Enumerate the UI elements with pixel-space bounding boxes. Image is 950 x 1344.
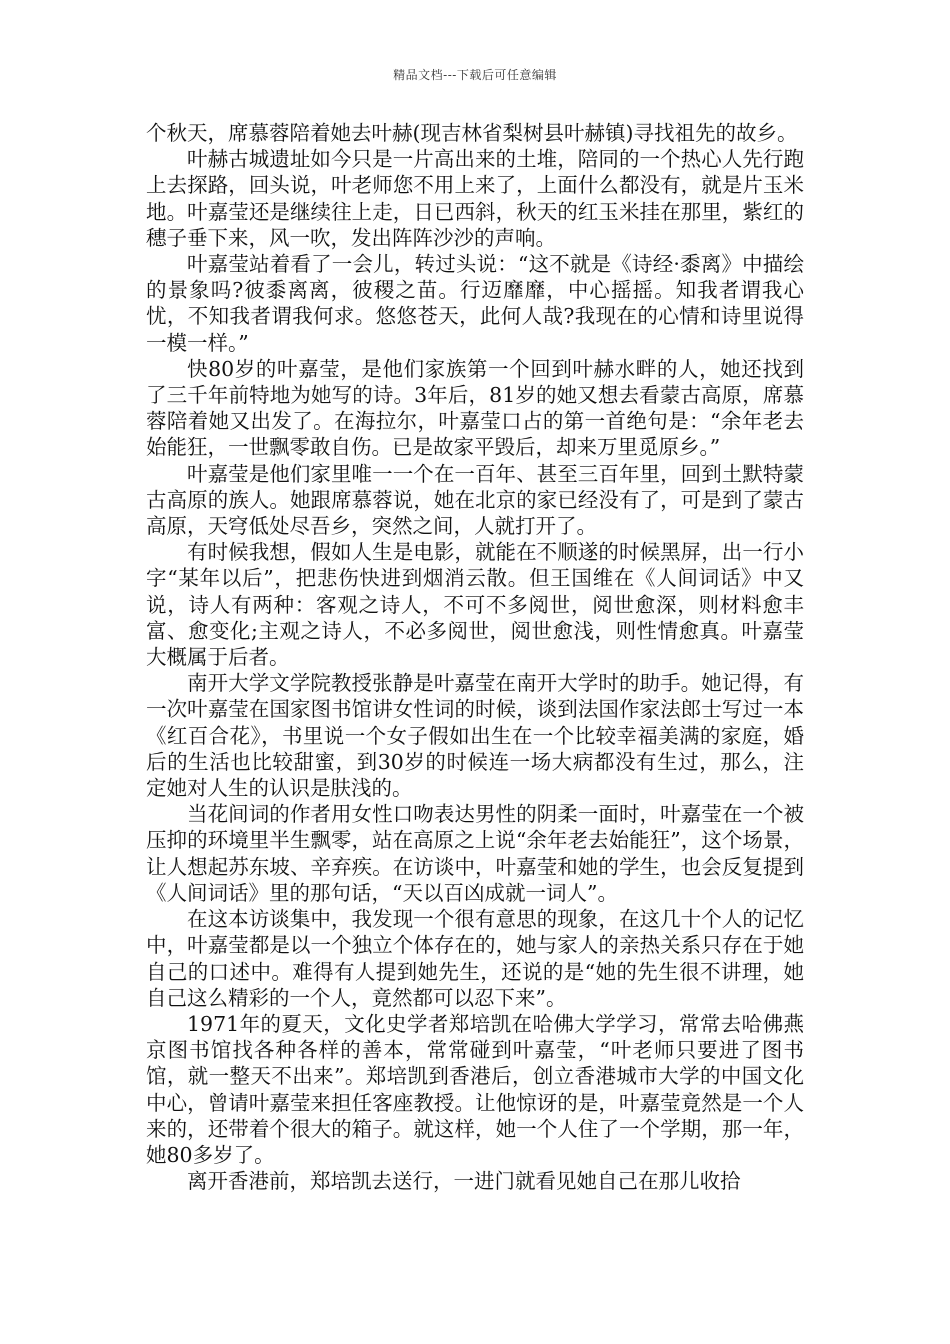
page-header: 精品文档---下载后可任意编辑 (393, 68, 557, 82)
paragraph: 叶嘉莹是他们家里唯一一个在一百年、甚至三百年里，回到土默特蒙古高原的族人。她跟席慕蓉说，她在北京的家已经没有了，可是到了蒙古高原，天穹低处尽吾乡，突然之间，人就打开了。 (146, 461, 804, 539)
paragraph: 南开大学文学院教授张静是叶嘉莹在南开大学时的助手。她记得，有一次叶嘉莹在国家图书馆讲女性词的时候，谈到法国作家法郎士写过一本《红百合花》，书里说一个女子假如出生在一个比较幸福美满的家庭，婚后的生活也比较甜蜜，到30岁的时候连一场大病都没有生过，那么，注定她对人生的认识是肤浅的。 (146, 671, 804, 801)
paragraph: 有时候我想，假如人生是电影，就能在不顺遂的时候黑屏，出一行小字“某年以后”，把悲伤快进到烟消云散。但王国维在《人间词话》中又说，诗人有两种：客观之诗人，不可不多阅世，阅世愈深，则材料愈丰富、愈变化;主观之诗人，不必多阅世，阅世愈浅，则性情愈真。叶嘉莹大概属于后者。 (146, 540, 804, 670)
paragraph: 快80岁的叶嘉莹，是他们家族第一个回到叶赫水畔的人，她还找到了三千年前特地为她写的诗。3年后，81岁的她又想去看蒙古高原，席慕蓉陪着她又出发了。在海拉尔，叶嘉莹口占的第一首绝句是：“余年老去始能狂，一世飘零敢自伤。已是故家平毁后，却来万里觅原乡。” (146, 356, 804, 460)
paragraph: 离开香港前，郑培凯去送行，一进门就看见她自己在那儿收拾 (187, 1169, 741, 1194)
paragraph: 个秋天，席慕蓉陪着她去叶赫(现吉林省梨树县叶赫镇)寻找祖先的故乡。 (146, 121, 798, 145)
paragraph: 叶赫古城遗址如今只是一片高出来的土堆，陪同的一个热心人先行跑上去探路，回头说，叶老师您不用上来了，上面什么都没有，就是片玉米地。叶嘉莹还是继续往上走，日已西斜，秋天的红玉米挂在那里，紫红的穗子垂下来，风一吹，发出阵阵沙沙的声响。 (146, 147, 804, 250)
paragraph: 叶嘉莹站着看了一会儿，转过头说：“这不就是《诗经·黍离》中描绘的景象吗?彼黍离离，彼稷之苗。行迈靡靡，中心摇摇。知我者谓我心忧，不知我者谓我何求。悠悠苍天，此何人哉?我现在的心情和诗里说得一模一样。” (146, 252, 804, 355)
article-body (146, 120, 804, 1194)
paragraph: 当花间词的作者用女性口吻表达男性的阴柔一面时，叶嘉莹在一个被压抑的环境里半生飘零，站在高原之上说“余年老去始能狂”，这个场景，让人想起苏东坡、辛弃疾。在访谈中，叶嘉莹和她的学生，也会反复提到《人间词话》里的那句话，“天以百凶成就一词人”。 (146, 802, 804, 905)
paragraph: 在这本访谈集中，我发现一个很有意思的现象，在这几十个人的记忆中，叶嘉莹都是以一个独立个体存在的，她与家人的亲热关系只存在于她自己的口述中。难得有人提到她先生，还说的是“她的先生很不讲理，她自己这么精彩的一个人，竟然都可以忍下来”。 (146, 907, 804, 1010)
paragraph: 1971年的夏天，文化史学者郑培凯在哈佛大学学习，常常去哈佛燕京图书馆找各种各样的善本，常常碰到叶嘉莹，“叶老师只要进了图书馆，就一整天不出来”。郑培凯到香港后，创立香港城市大学的中国文化中心，曾请叶嘉莹来担任客座教授。让他惊讶的是，叶嘉莹竟然是一个人来的，还带着个很大的箱子。就这样，她一个人住了一个学期，那一年，她80多岁了。 (146, 1011, 804, 1167)
